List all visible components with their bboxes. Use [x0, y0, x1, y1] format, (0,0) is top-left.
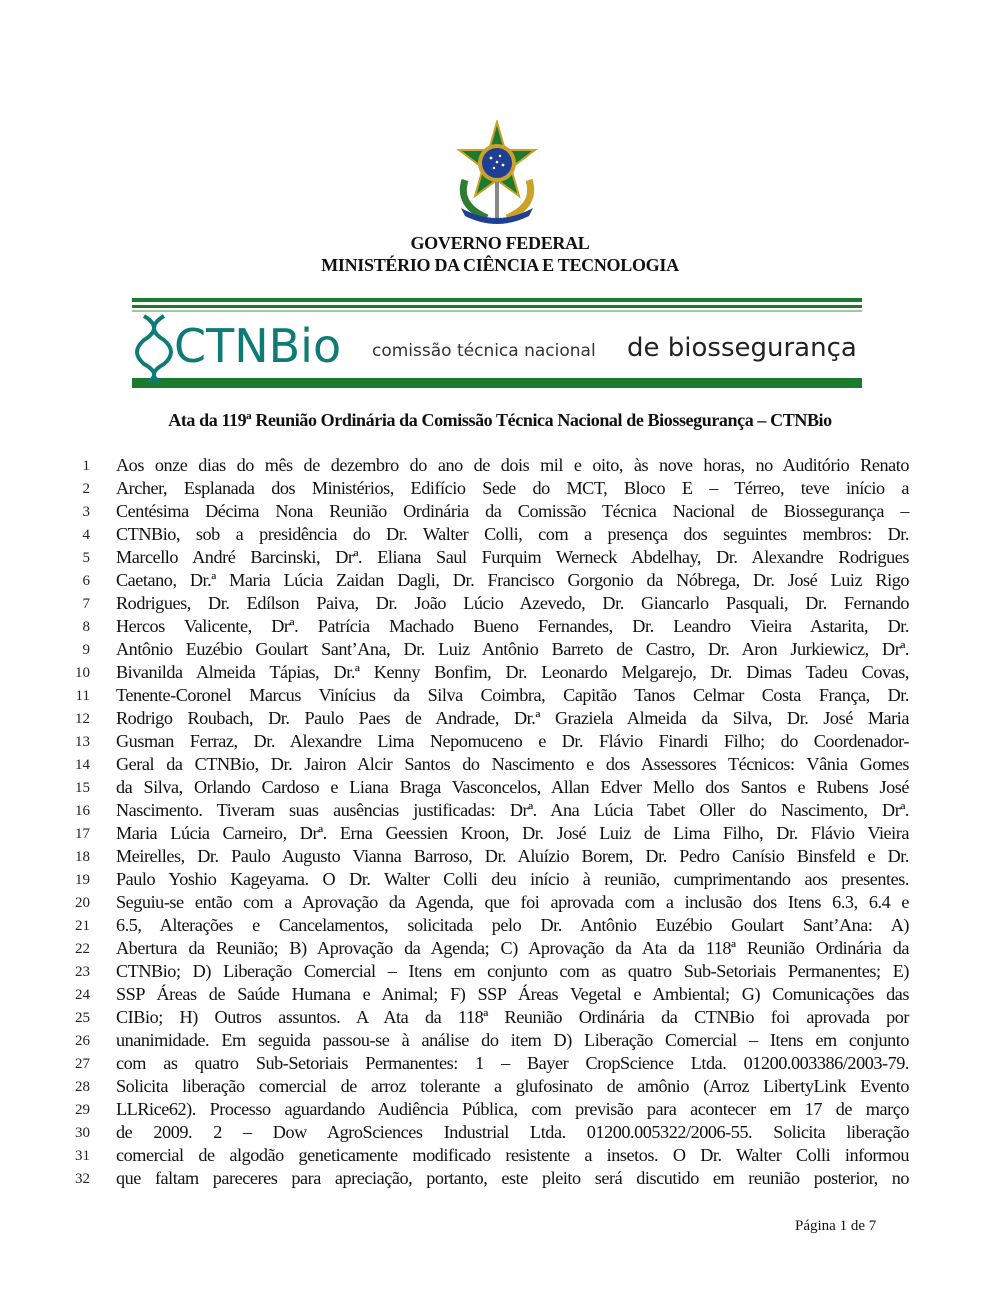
line-number: 19: [75, 872, 90, 888]
line-text: Bivanilda Almeida Tápias, Dr.ª Kenny Bonfim, Dr. Leonardo Melgarejo, Dr. Dimas Tadeu Covas,: [116, 662, 909, 682]
line-number: 7: [82, 596, 90, 612]
text-line: [0, 1167, 1000, 1190]
line-number: 24: [75, 987, 90, 1003]
line-text: CTNBio; D) Liberação Comercial – Itens em conjunto com as quatro Sub-Setoriais Permanentes; E): [116, 961, 909, 981]
line-number: 3: [82, 504, 90, 520]
text-line: [0, 661, 1000, 684]
text-line: [0, 1098, 1000, 1121]
line-number: 5: [82, 550, 90, 566]
line-text: Maria Lúcia Carneiro, Drª. Erna Geessien Kroon, Dr. José Luiz de Lima Filho, Dr. Flávio Vieira: [116, 823, 909, 843]
text-line: [0, 684, 1000, 707]
line-text: com as quatro Sub-Setoriais Permanentes: 1 – Bayer CropScience Ltda. 01200.003386/2003-79.: [116, 1053, 909, 1073]
text-line: [0, 822, 1000, 845]
text-line: [0, 799, 1000, 822]
text-line: [0, 983, 1000, 1006]
numbered-text-body: [0, 454, 1000, 1190]
line-text: Seguiu-se então com a Aprovação da Agenda, que foi aprovada com a inclusão dos Itens 6.3, 6.4 e: [116, 892, 909, 912]
line-text: CIBio; H) Outros assuntos. A Ata da 118ª Reunião Ordinária da CTNBio foi aprovada por: [116, 1007, 909, 1027]
text-line: [0, 914, 1000, 937]
line-text: Paulo Yoshio Kageyama. O Dr. Walter Colli deu início à reunião, cumprimentando aos presentes.: [116, 869, 909, 889]
line-text: Hercos Valicente, Drª. Patrícia Machado Bueno Fernandes, Dr. Leandro Vieira Astarita, Dr.: [116, 616, 909, 636]
ministry-heading: MINISTÉRIO DA CIÊNCIA E TECNOLOGIA: [321, 255, 679, 275]
brazil-coat-of-arms-emblem: [447, 120, 547, 228]
line-number: 27: [75, 1056, 90, 1072]
text-line: [0, 569, 1000, 592]
line-number: 10: [75, 665, 90, 681]
line-number: 18: [75, 849, 90, 865]
line-number: 14: [75, 757, 90, 773]
line-text: SSP Áreas de Saúde Humana e Animal; F) SSP Áreas Vegetal e Ambiental; G) Comunicações das: [116, 984, 909, 1004]
text-line: [0, 1052, 1000, 1075]
line-text: LLRice62). Processo aguardando Audiência Pública, com previsão para acontecer em 17 de março: [116, 1099, 909, 1119]
line-text: Tenente-Coronel Marcus Vinícius da Silva Coimbra, Capitão Tanos Celmar Costa França, Dr.: [116, 685, 909, 705]
line-number: 31: [75, 1148, 90, 1164]
text-line: [0, 523, 1000, 546]
text-line: [0, 1075, 1000, 1098]
line-text: Gusman Ferraz, Dr. Alexandre Lima Nepomuceno e Dr. Flávio Finardi Filho; do Coordenador-: [116, 731, 909, 751]
line-text: Antônio Euzébio Goulart Sant’Ana, Dr. Luiz Antônio Barreto de Castro, Dr. Aron Jurkiewicz, Drª.: [116, 639, 909, 659]
text-line: [0, 592, 1000, 615]
line-number: 16: [75, 803, 90, 819]
line-text: Marcello André Barcinski, Drª. Eliana Saul Furquim Werneck Abdelhay, Dr. Alexandre Rodrigues: [116, 547, 909, 567]
line-number: 25: [75, 1010, 90, 1026]
text-line: [0, 615, 1000, 638]
text-line: [0, 845, 1000, 868]
line-number: 9: [82, 642, 90, 658]
text-line: [0, 1121, 1000, 1144]
text-line: [0, 1029, 1000, 1052]
ctnbio-banner-logo: [132, 298, 862, 388]
text-line: [0, 776, 1000, 799]
line-number: 12: [75, 711, 90, 727]
government-heading: GOVERNO FEDERAL: [410, 233, 590, 253]
line-text: comercial de algodão geneticamente modificado resistente a insetos. O Dr. Walter Colli informou: [116, 1145, 909, 1165]
line-number: 11: [75, 688, 90, 704]
line-number: 1: [82, 458, 90, 474]
text-line: [0, 500, 1000, 523]
line-text: Abertura da Reunião; B) Aprovação da Agenda; C) Aprovação da Ata da 118ª Reunião Ordinária da: [116, 938, 909, 958]
banner-subtitle-small: comissão técnica nacional: [372, 341, 596, 361]
text-line: [0, 960, 1000, 983]
line-text: Aos onze dias do mês de dezembro do ano de dois mil e oito, às nove horas, no Auditório Renato: [116, 455, 909, 475]
line-text: Rodrigo Roubach, Dr. Paulo Paes de Andrade, Dr.ª Graziela Almeida da Silva, Dr. José Maria: [116, 708, 909, 728]
line-text: Meirelles, Dr. Paulo Augusto Vianna Barroso, Dr. Aluízio Borem, Dr. Pedro Canísio Binsfeld e Dr.: [116, 846, 909, 866]
text-line: [0, 868, 1000, 891]
text-line: [0, 546, 1000, 569]
document-title: Ata da 119ª Reunião Ordinária da Comissão Técnica Nacional de Biossegurança – CTNBio: [168, 410, 832, 430]
line-number: 4: [82, 527, 90, 543]
line-number: 26: [75, 1033, 90, 1049]
text-line: [0, 937, 1000, 960]
line-number: 30: [75, 1125, 90, 1141]
line-text: que faltam pareceres para apreciação, portanto, este pleito será discutido em reunião posterior, no: [116, 1168, 909, 1188]
banner-logo-text: CTNBio: [174, 319, 342, 373]
line-text: Nascimento. Tiveram suas ausências justificadas: Drª. Ana Lúcia Tabet Oller do Nascimento, Drª.: [116, 800, 909, 820]
text-line: [0, 730, 1000, 753]
banner-subtitle-large: de biossegurança: [627, 333, 857, 363]
line-text: da Silva, Orlando Cardoso e Liana Braga Vasconcelos, Allan Edver Mello dos Santos e Rubens José: [116, 777, 909, 797]
line-number: 13: [75, 734, 90, 750]
line-text: Solicita liberação comercial de arroz tolerante a glufosinato de amônio (Arroz LibertyLink Evento: [116, 1076, 909, 1096]
page-number: Página 1 de 7: [795, 1218, 877, 1234]
line-text: Geral da CTNBio, Dr. Jairon Alcir Santos do Nascimento e dos Assessores Técnicos: Vânia Gomes: [116, 754, 909, 774]
line-number: 21: [75, 918, 90, 934]
text-line: [0, 891, 1000, 914]
text-line: [0, 753, 1000, 776]
line-number: 20: [75, 895, 90, 911]
line-text: Rodrigues, Dr. Edílson Paiva, Dr. João Lúcio Azevedo, Dr. Giancarlo Pasquali, Dr. Fernando: [116, 593, 909, 613]
line-text: Centésima Décima Nona Reunião Ordinária da Comissão Técnica Nacional de Biossegurança –: [116, 501, 909, 521]
line-number: 22: [75, 941, 90, 957]
text-line: [0, 638, 1000, 661]
line-number: 29: [75, 1102, 90, 1118]
line-text: 6.5, Alterações e Cancelamentos, solicitada pelo Dr. Antônio Euzébio Goulart Sant’Ana: A): [116, 915, 909, 935]
line-text: Archer, Esplanada dos Ministérios, Edifício Sede do MCT, Bloco E – Térreo, teve início a: [116, 478, 909, 498]
line-number: 2: [82, 481, 90, 497]
text-line: [0, 454, 1000, 477]
line-number: 15: [75, 780, 90, 796]
line-text: Caetano, Dr.ª Maria Lúcia Zaidan Dagli, Dr. Francisco Gorgonio da Nóbrega, Dr. José Luiz Rigo: [116, 570, 909, 590]
line-number: 8: [82, 619, 90, 635]
line-number: 6: [82, 573, 90, 589]
text-line: [0, 1144, 1000, 1167]
line-text: unanimidade. Em seguida passou-se à análise do item D) Liberação Comercial – Itens em conjunto: [116, 1030, 909, 1050]
line-number: 23: [75, 964, 90, 980]
line-text: de 2009. 2 – Dow AgroSciences Industrial Ltda. 01200.005322/2006-55. Solicita liberação: [116, 1122, 909, 1142]
text-line: [0, 1006, 1000, 1029]
line-text: CTNBio, sob a presidência do Dr. Walter Colli, com a presença dos seguintes membros: Dr.: [116, 524, 909, 544]
line-number: 32: [75, 1171, 90, 1187]
text-line: [0, 707, 1000, 730]
line-number: 28: [75, 1079, 90, 1095]
text-line: [0, 477, 1000, 500]
line-number: 17: [75, 826, 90, 842]
